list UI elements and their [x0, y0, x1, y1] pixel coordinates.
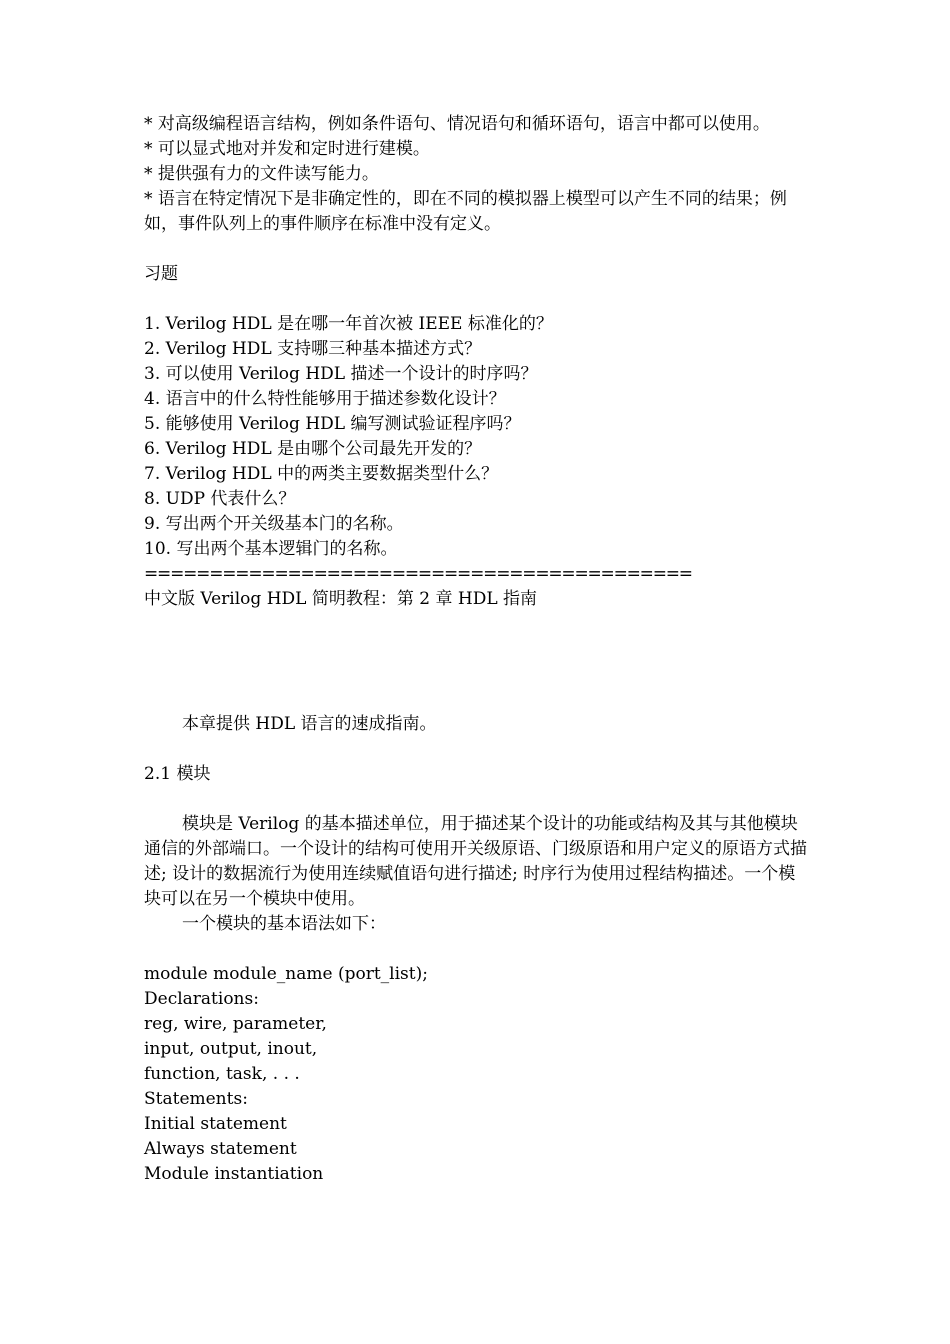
syntax-line: Statements: — [144, 1089, 248, 1109]
syntax-line: Module instantiation — [144, 1164, 324, 1184]
syntax-line: reg, wire, parameter, — [144, 1014, 327, 1034]
exercise-item: 2. Verilog HDL 支持哪三种基本描述方式？ — [144, 339, 482, 359]
exercise-item: 5. 能够使用 Verilog HDL 编写测试验证程序吗？ — [144, 414, 521, 434]
exercise-item: 7. Verilog HDL 中的两类主要数据类型什么？ — [144, 464, 499, 484]
syntax-line: Declarations: — [144, 989, 259, 1009]
feature-item: * 提供强有力的文件读写能力。 — [144, 164, 379, 184]
chapter-intro: 本章提供 HDL 语言的速成指南。 — [182, 714, 437, 734]
exercise-item: 10. 写出两个基本逻辑门的名称。 — [144, 539, 398, 559]
separator-line: ========================================== — [144, 564, 692, 584]
feature-item: * 对高级编程语言结构，例如条件语句、情况语句和循环语句，语言中都可以使用。 — [144, 114, 770, 134]
exercises-heading: 习题 — [144, 264, 178, 284]
section-title: 2.1 模块 — [144, 764, 211, 784]
exercise-item: 6. Verilog HDL 是由哪个公司最先开发的？ — [144, 439, 482, 459]
module-paragraph: 模块是 Verilog 的基本描述单位，用于描述某个设计的功能或结构及其与其他模块通信的外部端口。一个设计的结构可使用开关级原语、门级原语和用户定义的原语方式描述; 设计的数据流行为使用连续赋值语句进行描述; 时序行为使用过程结构描述。一个模块可以在另一个模块中使用。 — [144, 814, 807, 909]
chapter-title: 中文版 Verilog HDL 简明教程：第 2 章 HDL 指南 — [144, 589, 538, 609]
exercise-item: 1. Verilog HDL 是在哪一年首次被 IEEE 标准化的？ — [144, 314, 553, 334]
document-page — [144, 112, 808, 1187]
feature-item: * 语言在特定情况下是非确定性的，即在不同的模拟器上模型可以产生不同的结果；例如，事件队列上的事件顺序在标准中没有定义。 — [144, 189, 787, 234]
exercise-item: 3. 可以使用 Verilog HDL 描述一个设计的时序吗？ — [144, 364, 538, 384]
feature-item: * 可以显式地对并发和定时进行建模。 — [144, 139, 430, 159]
syntax-line: Always statement — [144, 1139, 297, 1159]
syntax-line: module module_name (port_list); — [144, 964, 428, 984]
syntax-line: Initial statement — [144, 1114, 287, 1134]
syntax-line: input, output, inout, — [144, 1039, 318, 1059]
exercise-item: 4. 语言中的什么特性能够用于描述参数化设计？ — [144, 389, 506, 409]
exercise-item: 8. UDP 代表什么？ — [144, 489, 296, 509]
syntax-intro: 一个模块的基本语法如下： — [182, 914, 386, 934]
syntax-line: function, task, . . . — [144, 1064, 300, 1084]
exercise-item: 9. 写出两个开关级基本门的名称。 — [144, 514, 404, 534]
